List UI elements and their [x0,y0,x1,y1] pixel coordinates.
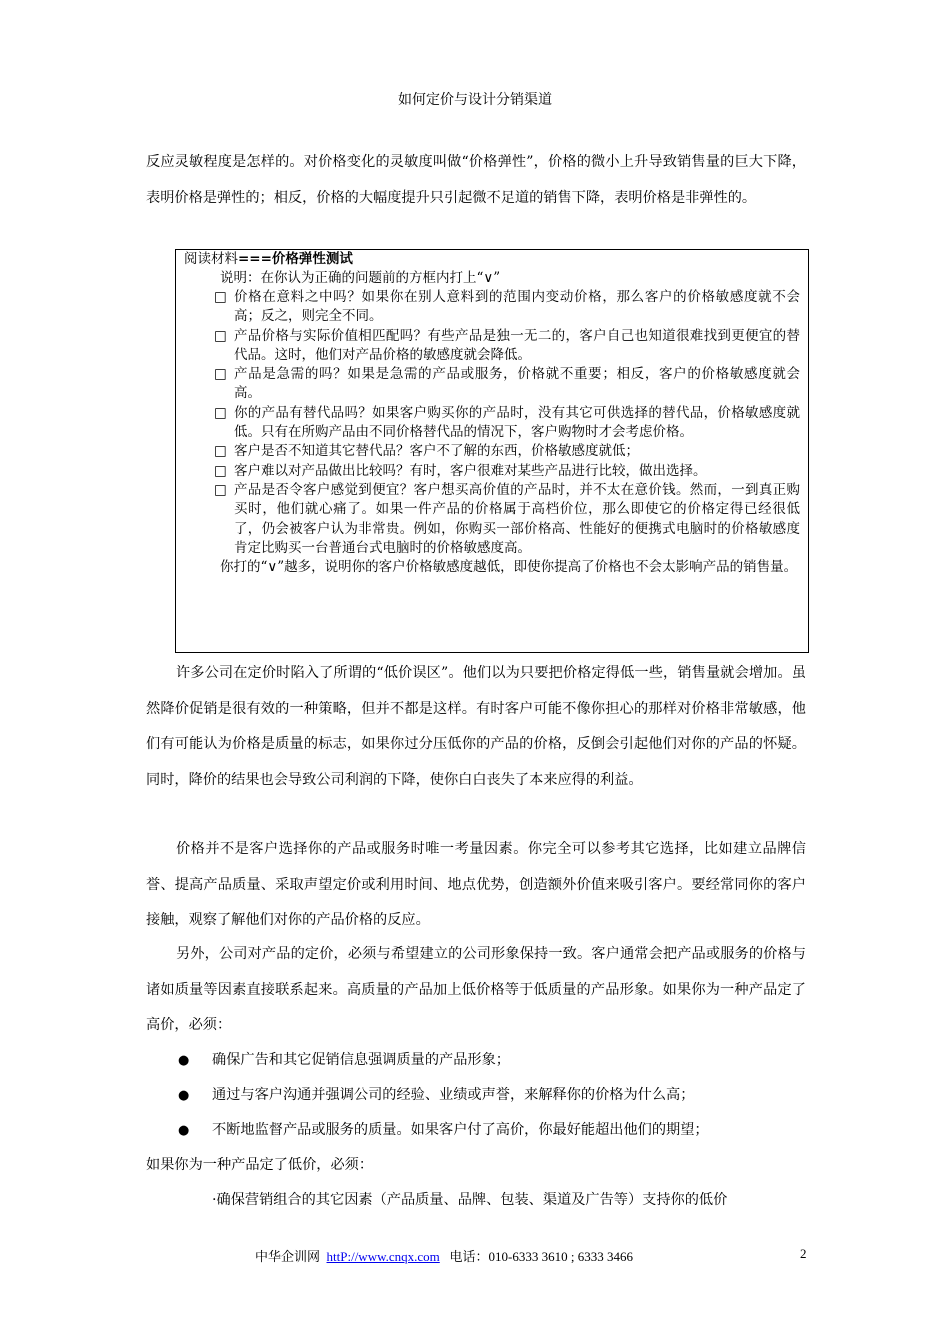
footer-site-name: 中华企训网 [255,1249,321,1264]
reading-box-note: 说明：在你认为正确的问题前的方框内打上“∨” [220,270,501,286]
body-paragraph: 价格并不是客户选择你的产品或服务时唯一考量因素。你完全可以参考其它选择，比如建立品牌信誉、提高产品质量、采取声望定价或利用时间、地点优势，创造额外价值来吸引客户。要经常同你的客户接触，观察了解他们对你的产品价格的反应。 [146,841,806,928]
checklist-item [184,404,800,443]
bullet-item [146,1043,806,1078]
checklist-item [184,442,800,461]
checklist-item-text: 客户是否不知道其它替代品？客户不了解的东西，价格敏感度就低； [234,443,639,460]
page-number: 2 [800,1246,807,1261]
checklist-item-text: 客户难以对产品做出比较吗？有时，客户很难对某些产品进行比较，做出选择。 [234,462,707,479]
checklist-item [184,327,800,366]
low-price-intro: 如果你为一种产品定了低价，必须： [146,1157,374,1173]
bullet-text: 确保广告和其它促销信息强调质量的产品形象； [212,1052,510,1068]
bullet-icon: ● [178,1123,190,1138]
checklist-item-text: 产品价格与实际价值相匹配吗？有些产品是独一无二的，客户自己也知道很难找到更便宜的替代品。这时，他们对产品价格的敏感度就会降低。 [234,327,800,363]
footer-phone: 电话：010-6333 3610 ; 6333 3466 [449,1249,633,1264]
checkbox-icon[interactable]: □ [214,289,227,305]
body-paragraph: 许多公司在定价时陷入了所谓的“低价误区”。他们以为只要把价格定得低一些，销售量就会增加。虽然降价促销是很有效的一种策略，但并不都是这样。有时客户可能不像你担心的那样对价格非常敏感，他们有可能认为价格是质量的标志，如果你过分压低你的产品的价格，反倒会引起他们对你的产品的怀疑。同时，降价的结果也会导致公司利润的下降，使你白白丧失了本来应得的利益。 [146,665,806,788]
checkbox-icon[interactable]: □ [214,481,227,498]
reading-box-title-prefix: 阅读材料 [184,251,238,267]
checkbox-icon[interactable]: □ [214,462,227,479]
reading-box-title-bold: ===价格弹性测试 [238,251,353,267]
bullet-icon: ● [178,1053,190,1068]
checkbox-icon[interactable]: □ [214,443,227,460]
page-title: 如何定价与设计分销渠道 [398,92,552,108]
reading-material-box [175,249,809,653]
checkbox-icon[interactable]: □ [214,366,227,383]
bullet-item [146,1078,806,1113]
bullet-item [146,1113,806,1148]
bullet-text: 不断地监督产品或服务的质量。如果客户付了高价，你最好能超出他们的期望； [212,1122,709,1138]
bullet-icon: ● [178,1088,190,1103]
checklist-item-text: 你的产品有替代品吗？如果客户购买你的产品时，没有其它可供选择的替代品，价格敏感度就低。只有在所购产品由不同价格替代品的情况下，客户购物时才会考虑价格。 [234,404,800,441]
low-price-item: ·确保营销组合的其它因素（产品质量、品牌、包装、渠道及广告等）支持你的低价 [212,1192,728,1208]
reading-box-title [184,250,800,269]
checklist-item-text: 产品是否令客户感觉到便宜？客户想买高价值的产品时，并不太在意价钱。然而，一到真正购买时，他们就心痛了。如果一件产品的价格属于高档价位，那么即使它的价格定得已经很低了，仍会被客户认为非常贵。例如，你购买一部价格高、性能好的便携式电脑时的价格敏感度肯定比购买一台普通台式电脑时的价格敏感度高。 [234,481,800,556]
body-paragraph: 另外，公司对产品的定价，必须与希望建立的公司形象保持一致。客户通常会把产品或服务的价格与诸如质量等因素直接联系起来。高质量的产品加上低价格等于低质量的产品形象。如果你为一种产品定了高价，必须： [146,946,806,1033]
footer-url-link[interactable]: httP://www.cnqx.com [326,1249,440,1264]
checklist-item [184,481,800,558]
checklist-item-text: 产品是急需的吗？如果是急需的产品或服务，价格就不重要；相反，客户的价格敏感度就会高。 [234,366,800,402]
intro-paragraph: 反应灵敏程度是怎样的。对价格变化的灵敏度叫做“价格弹性”，价格的微小上升导致销售量的巨大下降，表明价格是弹性的；相反，价格的大幅度提升只引起微不足道的销售下降，表明价格是非弹性的。 [146,154,806,206]
bullet-text: 通过与客户沟通并强调公司的经验、业绩或声誉，来解释你的价格为什么高； [212,1087,695,1103]
footer-contact [255,1246,633,1265]
reading-box-conclusion: 你打的“∨”越多，说明你的客户价格敏感度越低，即使你提高了价格也不会太影响产品的销售量。 [220,559,798,576]
checklist-item [184,288,800,327]
checklist-item [184,462,800,481]
checkbox-icon[interactable]: □ [214,404,227,421]
checklist-item-text: 价格在意料之中吗？如果你在别人意料到的范围内变动价格，那么客户的价格敏感度就不会高；反之，则完全不同。 [234,289,800,325]
checklist-item [184,365,800,404]
checkbox-icon[interactable]: □ [214,327,227,344]
